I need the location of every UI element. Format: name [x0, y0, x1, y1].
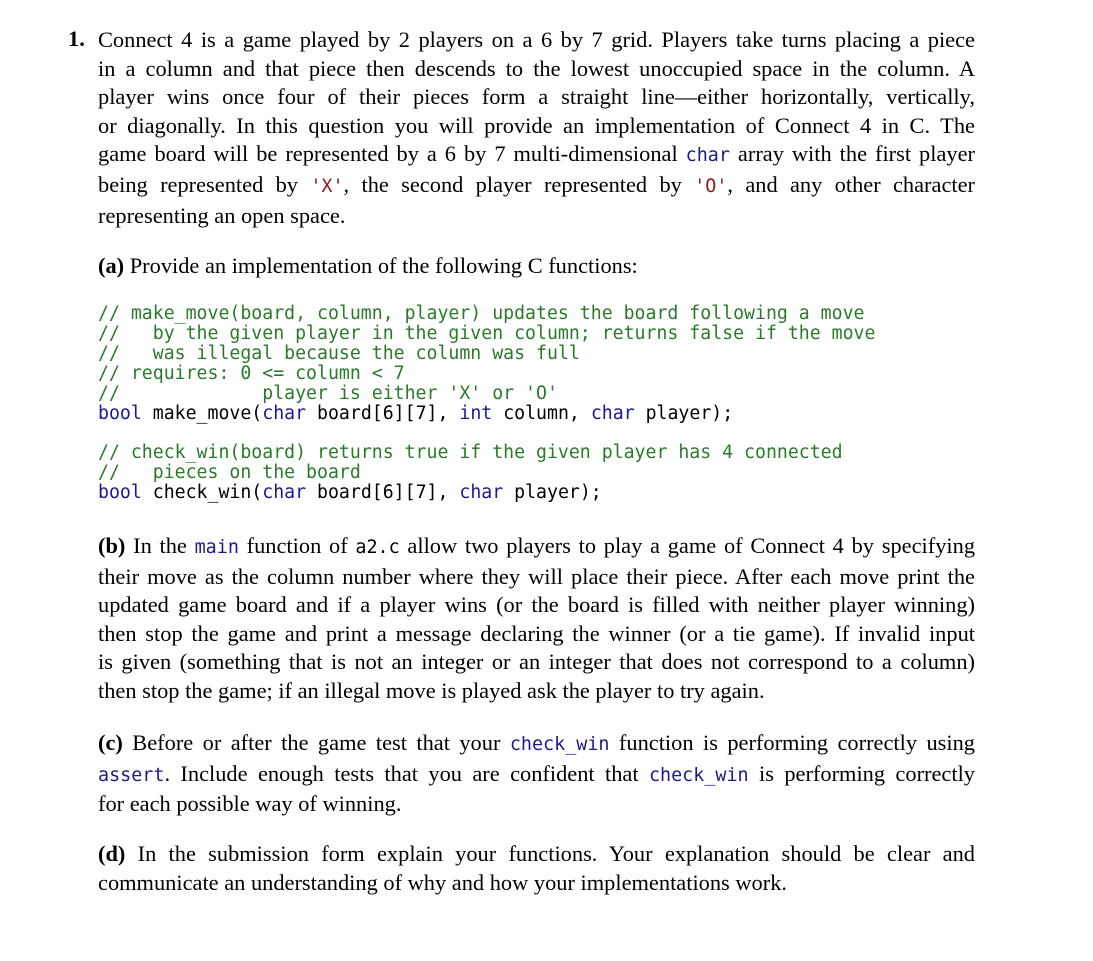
intro-line: in a column and that piece then descends to the lowest unoccupied space in the column. A	[98, 55, 975, 81]
intro-line: player wins once four of their pieces form a straight line—either horizontally, vertically,	[98, 84, 975, 110]
part-b: (b) In the main function of a2.c allow two players to play a game of Connect 4 by specifying their move as the column number where they will place their piece. After each move print the updated game board and if a player wins (or the board is filled with neither player winning) then stop the game and print a message declaring the winner (or a tie game). If invalid input is given (something that is not an integer or an integer that does not correspond to a column) then stop the game; if an illegal move is played ask the player to try again.	[98, 533, 976, 703]
part-label: (c)	[98, 730, 123, 755]
part-label: (a)	[98, 253, 125, 278]
function-signature: bool make_move(char board[6][7], int column, char player);	[98, 403, 734, 424]
function-signature: bool check_win(char board[6][7], char player);	[98, 482, 602, 503]
part-d: (d) In the submission form explain your functions. Your explanation should be clear and communicate an understanding of why and how your implementations work.	[98, 841, 975, 895]
intro-line: or diagonally. In this question you will provide an implementation of Connect 4 in C. The	[98, 112, 975, 138]
part-a: (a) Provide an implementation of the following C functions:	[98, 253, 638, 278]
code-comment: // was illegal because the column was full	[98, 343, 580, 364]
code-comment: // pieces on the board	[98, 462, 361, 483]
part-c: (c) Before or after the game test that your check_win function is performing correctly using assert. Include enough tests that you are confident that check_win is performing correctly for each possible way of winning.	[98, 730, 975, 817]
intro-line: representing an open space.	[98, 202, 346, 228]
code-block-make-move	[98, 304, 875, 424]
code-comment: // by the given player in the given column; returns false if the move	[98, 323, 876, 344]
inline-code: 'O'	[694, 175, 728, 197]
code-comment: // check_win(board) returns true if the given player has 4 connected	[98, 442, 843, 463]
code-comment: // make_move(board, column, player) updates the board following a move	[98, 303, 865, 324]
code-block-check-win	[98, 443, 843, 503]
inline-code: a2.c	[355, 537, 400, 558]
code-comment: // requires: 0 <= column < 7	[98, 363, 405, 384]
question-intro	[98, 26, 975, 230]
inline-code: check_win	[509, 734, 610, 755]
intro-line: Connect 4 is a game played by 2 players on a 6 by 7 grid. Players take turns placing a piece	[98, 27, 975, 52]
part-label: (d)	[98, 841, 126, 866]
code-comment: // player is either 'X' or 'O'	[98, 383, 558, 404]
part-label: (b)	[98, 533, 126, 558]
question-number: 1.	[68, 26, 85, 51]
inline-code: check_win	[648, 764, 749, 786]
intro-line: being represented by 'X', the second player represented by 'O', and any other character	[98, 171, 976, 197]
intro-line: game board will be represented by a 6 by 7 multi-dimensional char array with the first player	[98, 141, 975, 167]
inline-code: 'X'	[310, 175, 344, 197]
inline-code: main	[194, 537, 239, 558]
inline-code: char	[685, 145, 730, 167]
inline-code: assert	[98, 764, 165, 786]
